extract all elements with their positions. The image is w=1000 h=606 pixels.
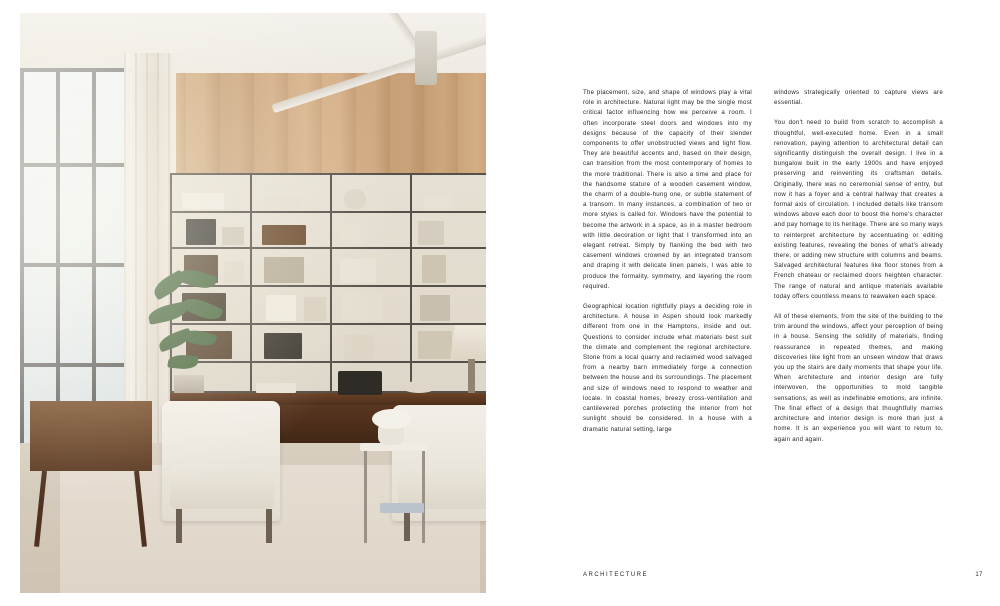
- decor-object: [222, 227, 244, 245]
- decor-object: [224, 261, 244, 283]
- paragraph: You don't need to build from scratch to accomplish a thoughtful, well-executed home. Even in a small renovation, paying attention to architectural detail can significantly distinguish the overall design. I live in a bungalow built in the early 1900s and have enjoyed preserving and reinventing its craftsman details. Originally, there was no ceremonial sense of entry, but now it has a foyer and a central hallway that creates a formal axis of circulation. I included details like transom windows above each door to boost the home's character and pay homage to its heritage. There are so many ways to reinterpret architecture by accentuating or editing existing features, revealing the bones of what's already there, or adding new structure with columns and beams. Salvaged architectural features like floor stones from a French chateau or reclaimed doors heighten character. The range of natural and antique materials available today offers countless means to reawaken each space.: [774, 119, 943, 300]
- bookcase-divider: [250, 175, 252, 391]
- white-flowers: [372, 409, 412, 429]
- armchair-leg: [404, 509, 410, 541]
- paragraph: Geographical location rightfully plays a deciding role in architecture. A house in Aspen should look markedly different from one in the Hamptons, inside and out. Questions to consider include what materials best suit the climate and complement the regional architecture. Stone from a local quarry and reclaimed wood salvaged from a nearby barn immediately forge a connection between the house and its surroundings. The placement and size of windows need to respond to weather and locale. In coastal homes, breezy cross-ventilation and cantilevered porches protecting the interior from hot sunlight should be considered. In a house with a dramatic natural setting, large: [583, 303, 752, 433]
- framed-art: [342, 291, 382, 321]
- paragraph: The placement, size, and shape of windows play a vital role in architecture. Natural light may be the single most critical factor influencing how we perceive a room. I often incorporate steel doors and windows into my designs because of the capacity of their slender components to offer unobstructed views and light flow. They are beautiful accents and, based on their design, can transition from the most contemporary of homes to the more traditional. There is also a time and place for the handsome stature of a wooden casement window, the charm of a double-hung one, or subtle statement of a transom. In many instances, a combination of two or more styles is called for. Windows have the potential to become the artwork in a space, as in a master bedroom with little decoration or light that I transformed into an elegant retreat. Simply by flanking the bed with two casement windows crowned by an integrated transom and draping it with delicate linen panels, I was able to produce the formality, symmetry, and layering the room required.: [583, 89, 752, 290]
- desk-books: [256, 383, 296, 393]
- desk-tray: [402, 381, 436, 393]
- framed-photo: [266, 295, 296, 321]
- stacked-books-under-table: [380, 503, 424, 513]
- armchair-leg: [266, 509, 272, 543]
- bookcase-shelf: [172, 247, 486, 249]
- section-label: ARCHITECTURE: [583, 572, 649, 578]
- bookcase-shelf: [172, 211, 486, 213]
- sideboard-legs: [38, 471, 142, 547]
- bookcase-divider: [330, 175, 332, 391]
- plant-leaf: [167, 353, 198, 370]
- body-column-left: [583, 88, 752, 455]
- leather-books: [262, 225, 306, 245]
- table-lamp-base: [468, 359, 475, 393]
- decor-object: [340, 259, 376, 283]
- laptop: [338, 371, 382, 395]
- potted-plant: [148, 271, 226, 401]
- armchair-left-seat: [170, 465, 274, 509]
- bookcase-divider: [410, 175, 412, 391]
- body-column-right: [774, 88, 943, 455]
- sculpture: [418, 221, 444, 245]
- decor-object: [264, 197, 300, 209]
- armchair-leg: [176, 509, 182, 543]
- text-page: [560, 0, 980, 606]
- page-footer: [583, 572, 983, 578]
- dark-books: [264, 333, 302, 359]
- decor-object: [424, 195, 452, 209]
- paragraph: All of these elements, from the site of the building to the trim around the windows, affect your perception of being in a house. Sensing the solidity of materials, finding reassurance in repeated themes, and making discoveries like light from an unseen window that draws you up the stairs are daily moments that shape your life. When architecture and interior design are fully interwoven, the opportunities to mold tangible sensations, as well as indefinable emotions, are infinite. The final effect of a design that thoughtfully marries architecture and interior design is more than just a home. It is an experience you will want to return to, again and again.: [774, 313, 943, 443]
- decor-object: [418, 331, 452, 359]
- bowl: [340, 223, 370, 245]
- interior-photograph: [20, 13, 486, 593]
- ceiling-fan-hub: [415, 31, 437, 85]
- table-lamp-shade: [450, 325, 486, 359]
- plant-leaf: [183, 327, 218, 349]
- ceramic-vase: [344, 189, 366, 209]
- dark-books: [186, 219, 216, 245]
- decor-object: [420, 295, 450, 321]
- side-table-leg: [364, 451, 367, 543]
- side-table-leg: [422, 451, 425, 543]
- photo-scene: [20, 13, 486, 593]
- framed-art: [264, 257, 304, 283]
- body-columns: [583, 88, 943, 455]
- page-number: 17: [975, 572, 983, 578]
- decor-object: [304, 297, 326, 321]
- plant-leaf: [180, 294, 223, 325]
- wooden-sideboard: [30, 401, 152, 471]
- vase: [422, 255, 446, 283]
- paragraph: windows strategically oriented to capture views are essential.: [774, 89, 943, 107]
- decor-object: [344, 335, 374, 359]
- stacked-books: [182, 193, 224, 209]
